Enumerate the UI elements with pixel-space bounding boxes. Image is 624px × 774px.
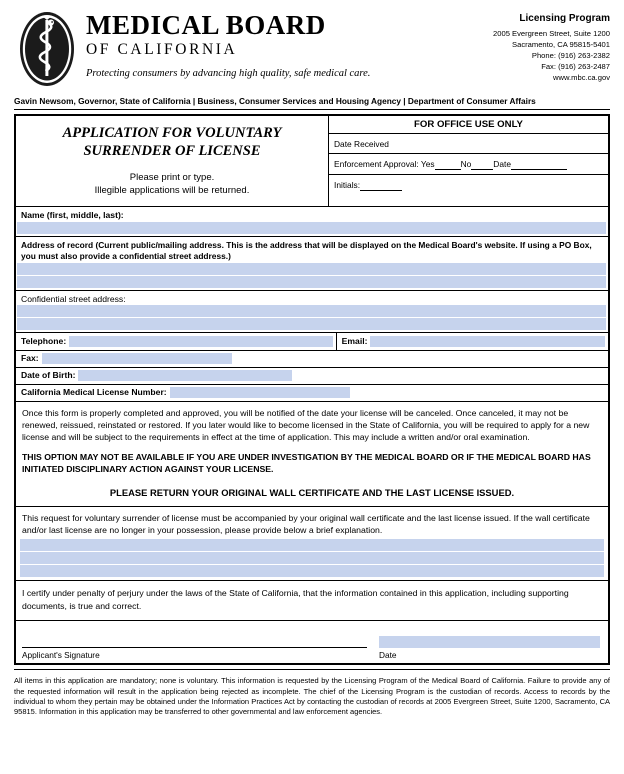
organization-subtitle: OF CALIFORNIA — [86, 40, 238, 58]
contact-address: 2005 Evergreen Street, Suite 1200 — [493, 28, 610, 38]
cancellation-notice-block — [16, 401, 608, 506]
header-divider — [14, 109, 610, 110]
certification-paragraph: I certify under penalty of perjury under the laws of the State of California, that the information contained in this application, including supporting documents, is true and correct. — [22, 588, 569, 611]
contact-city: Sacramento, CA 95815-5401 — [512, 39, 610, 49]
header-title-block — [80, 8, 435, 79]
return-certificate-notice: PLEASE RETURN YOUR ORIGINAL WALL CERTIFICATE AND THE LAST LICENSE ISSUED. — [109, 487, 515, 499]
address-input-line1[interactable] — [17, 263, 606, 275]
applicant-signature-input[interactable] — [22, 631, 367, 648]
dob-input[interactable] — [78, 370, 292, 381]
contact-phone: Phone: (916) 263-2382 — [531, 50, 610, 60]
signature-date-input[interactable] — [379, 636, 600, 648]
enforcement-approval-label: Enforcement Approval: Yes — [334, 159, 435, 169]
application-title-line2: SURRENDER OF LICENSE — [83, 143, 261, 160]
organization-tagline: Protecting consumers by advancing high quality, safe medical care. — [86, 67, 371, 79]
document-header — [0, 0, 624, 90]
telephone-email-row — [16, 332, 608, 350]
office-use-block — [328, 116, 608, 206]
telephone-cell — [16, 333, 336, 350]
name-field-row[interactable] — [16, 206, 608, 234]
caduceus-icon — [18, 10, 76, 88]
application-title-line1: APPLICATION FOR VOLUNTARY — [62, 125, 282, 141]
license-number-input[interactable] — [170, 387, 350, 398]
medical-board-seal-logo — [14, 8, 80, 88]
telephone-label: Telephone: — [21, 336, 67, 347]
explanation-input-line2[interactable] — [20, 552, 604, 564]
name-label: Name (first, middle, last): — [21, 209, 124, 220]
contact-website: www.mbc.ca.gov — [553, 72, 610, 82]
agency-line: Gavin Newsom, Governor, State of California | Business, Consumer Services and Housing Agency | Department of Consumer Affairs — [14, 96, 536, 106]
license-number-field[interactable] — [16, 385, 608, 401]
telephone-input[interactable] — [69, 336, 332, 347]
licensing-program-label: Licensing Program — [519, 13, 610, 24]
explanation-instructions: This request for voluntary surrender of license must be accompanied by your original wall certificate and the last license issued. If the wall certificate and/or last license are no longer in your possession, please provide below a brief explanation. — [22, 512, 590, 536]
dob-row — [16, 367, 608, 384]
email-input[interactable] — [370, 336, 605, 347]
license-number-row — [16, 384, 608, 401]
office-use-heading: FOR OFFICE USE ONLY — [329, 116, 608, 134]
date-received-label: Date Received — [334, 139, 389, 149]
form-top-row — [16, 116, 608, 206]
license-number-label: California Medical License Number: — [21, 387, 167, 398]
initials-label: Initials: — [334, 180, 361, 190]
certification-block — [16, 580, 608, 620]
confidential-address-label: Confidential street address: — [21, 293, 126, 304]
print-instruction-line1: Please print or type. — [129, 172, 215, 184]
organization-name: MEDICAL BOARD — [86, 10, 326, 40]
name-input[interactable] — [17, 222, 606, 234]
applicant-signature-label: Applicant's Signature — [22, 650, 100, 661]
investigation-warning-paragraph: THIS OPTION MAY NOT BE AVAILABLE IF YOU ARE UNDER INVESTIGATION BY THE MEDICAL BOARD OR IF THE MEDICAL BOARD HAS INITIATED DISCIPLINARY ACTION AGAINST YOUR LICENSE. — [22, 451, 591, 475]
explanation-block — [16, 506, 608, 578]
contact-info — [435, 8, 610, 83]
explanation-input-line1[interactable] — [20, 539, 604, 551]
signature-captions — [16, 650, 608, 663]
signature-date-label: Date — [379, 650, 397, 661]
application-title-block — [16, 116, 328, 206]
cancellation-paragraph: Once this form is properly completed and approved, you will be notified of the date your license will be canceled. Once canceled, it may not be renewed, reissued, reinstated or restored. If you later would like to become licensed in the State of California, you will be required to apply for a new license and will be subject to the requirements in effect at the time of application. This may include a written and/or oral examination. — [22, 407, 590, 443]
telephone-field[interactable] — [16, 333, 336, 350]
fax-field[interactable] — [16, 351, 608, 367]
address-input-line2[interactable] — [17, 276, 606, 288]
application-form — [14, 114, 610, 665]
initials-field[interactable] — [329, 175, 608, 195]
date-received-field[interactable] — [329, 134, 608, 154]
fax-input[interactable] — [42, 353, 232, 364]
confidential-input-line1[interactable] — [17, 305, 606, 317]
signature-block — [16, 620, 608, 663]
fax-row — [16, 350, 608, 367]
dob-label: Date of Birth: — [21, 370, 76, 381]
signature-row — [16, 621, 608, 650]
address-field-row[interactable] — [16, 236, 608, 288]
enforcement-no-label: No — [460, 159, 472, 169]
email-field[interactable] — [337, 333, 608, 350]
enforcement-approval-field[interactable] — [329, 154, 608, 175]
confidential-address-row[interactable] — [16, 290, 608, 330]
explanation-input-line3[interactable] — [20, 565, 604, 577]
confidential-input-line2[interactable] — [17, 318, 606, 330]
privacy-notice-footer: All items in this application are mandatory; none is voluntary. This information is requested by the Licensing Program of the Medical Board of California. Failure to provide any of the requested information will result in the application being rejected as incomplete. The chief of the Licensing Program is the custodian of records. Access to records by the individual to whom they pertain may be obtained under the Information Practices Act by contacting the custodian of records at 2005 Evergreen Street, Suite 1200, Sacramento, CA 95815. Information in this application may be transferred to other governmental and law enforcement agencies. — [14, 676, 610, 717]
print-instruction-line2: Illegible applications will be returned. — [94, 185, 250, 197]
fax-label: Fax: — [21, 353, 39, 364]
contact-fax: Fax: (916) 263-2487 — [541, 61, 610, 71]
footer-divider — [14, 669, 610, 670]
email-label: Email: — [341, 336, 368, 347]
enforcement-date-label: Date — [493, 159, 511, 169]
address-label: Address of record (Current public/mailing address. This is the address that will be displayed on the Medical Board's website. If using a PO Box, you must also provide a confidential street address.) — [21, 239, 592, 261]
email-cell — [336, 333, 608, 350]
dob-field[interactable] — [16, 368, 608, 384]
